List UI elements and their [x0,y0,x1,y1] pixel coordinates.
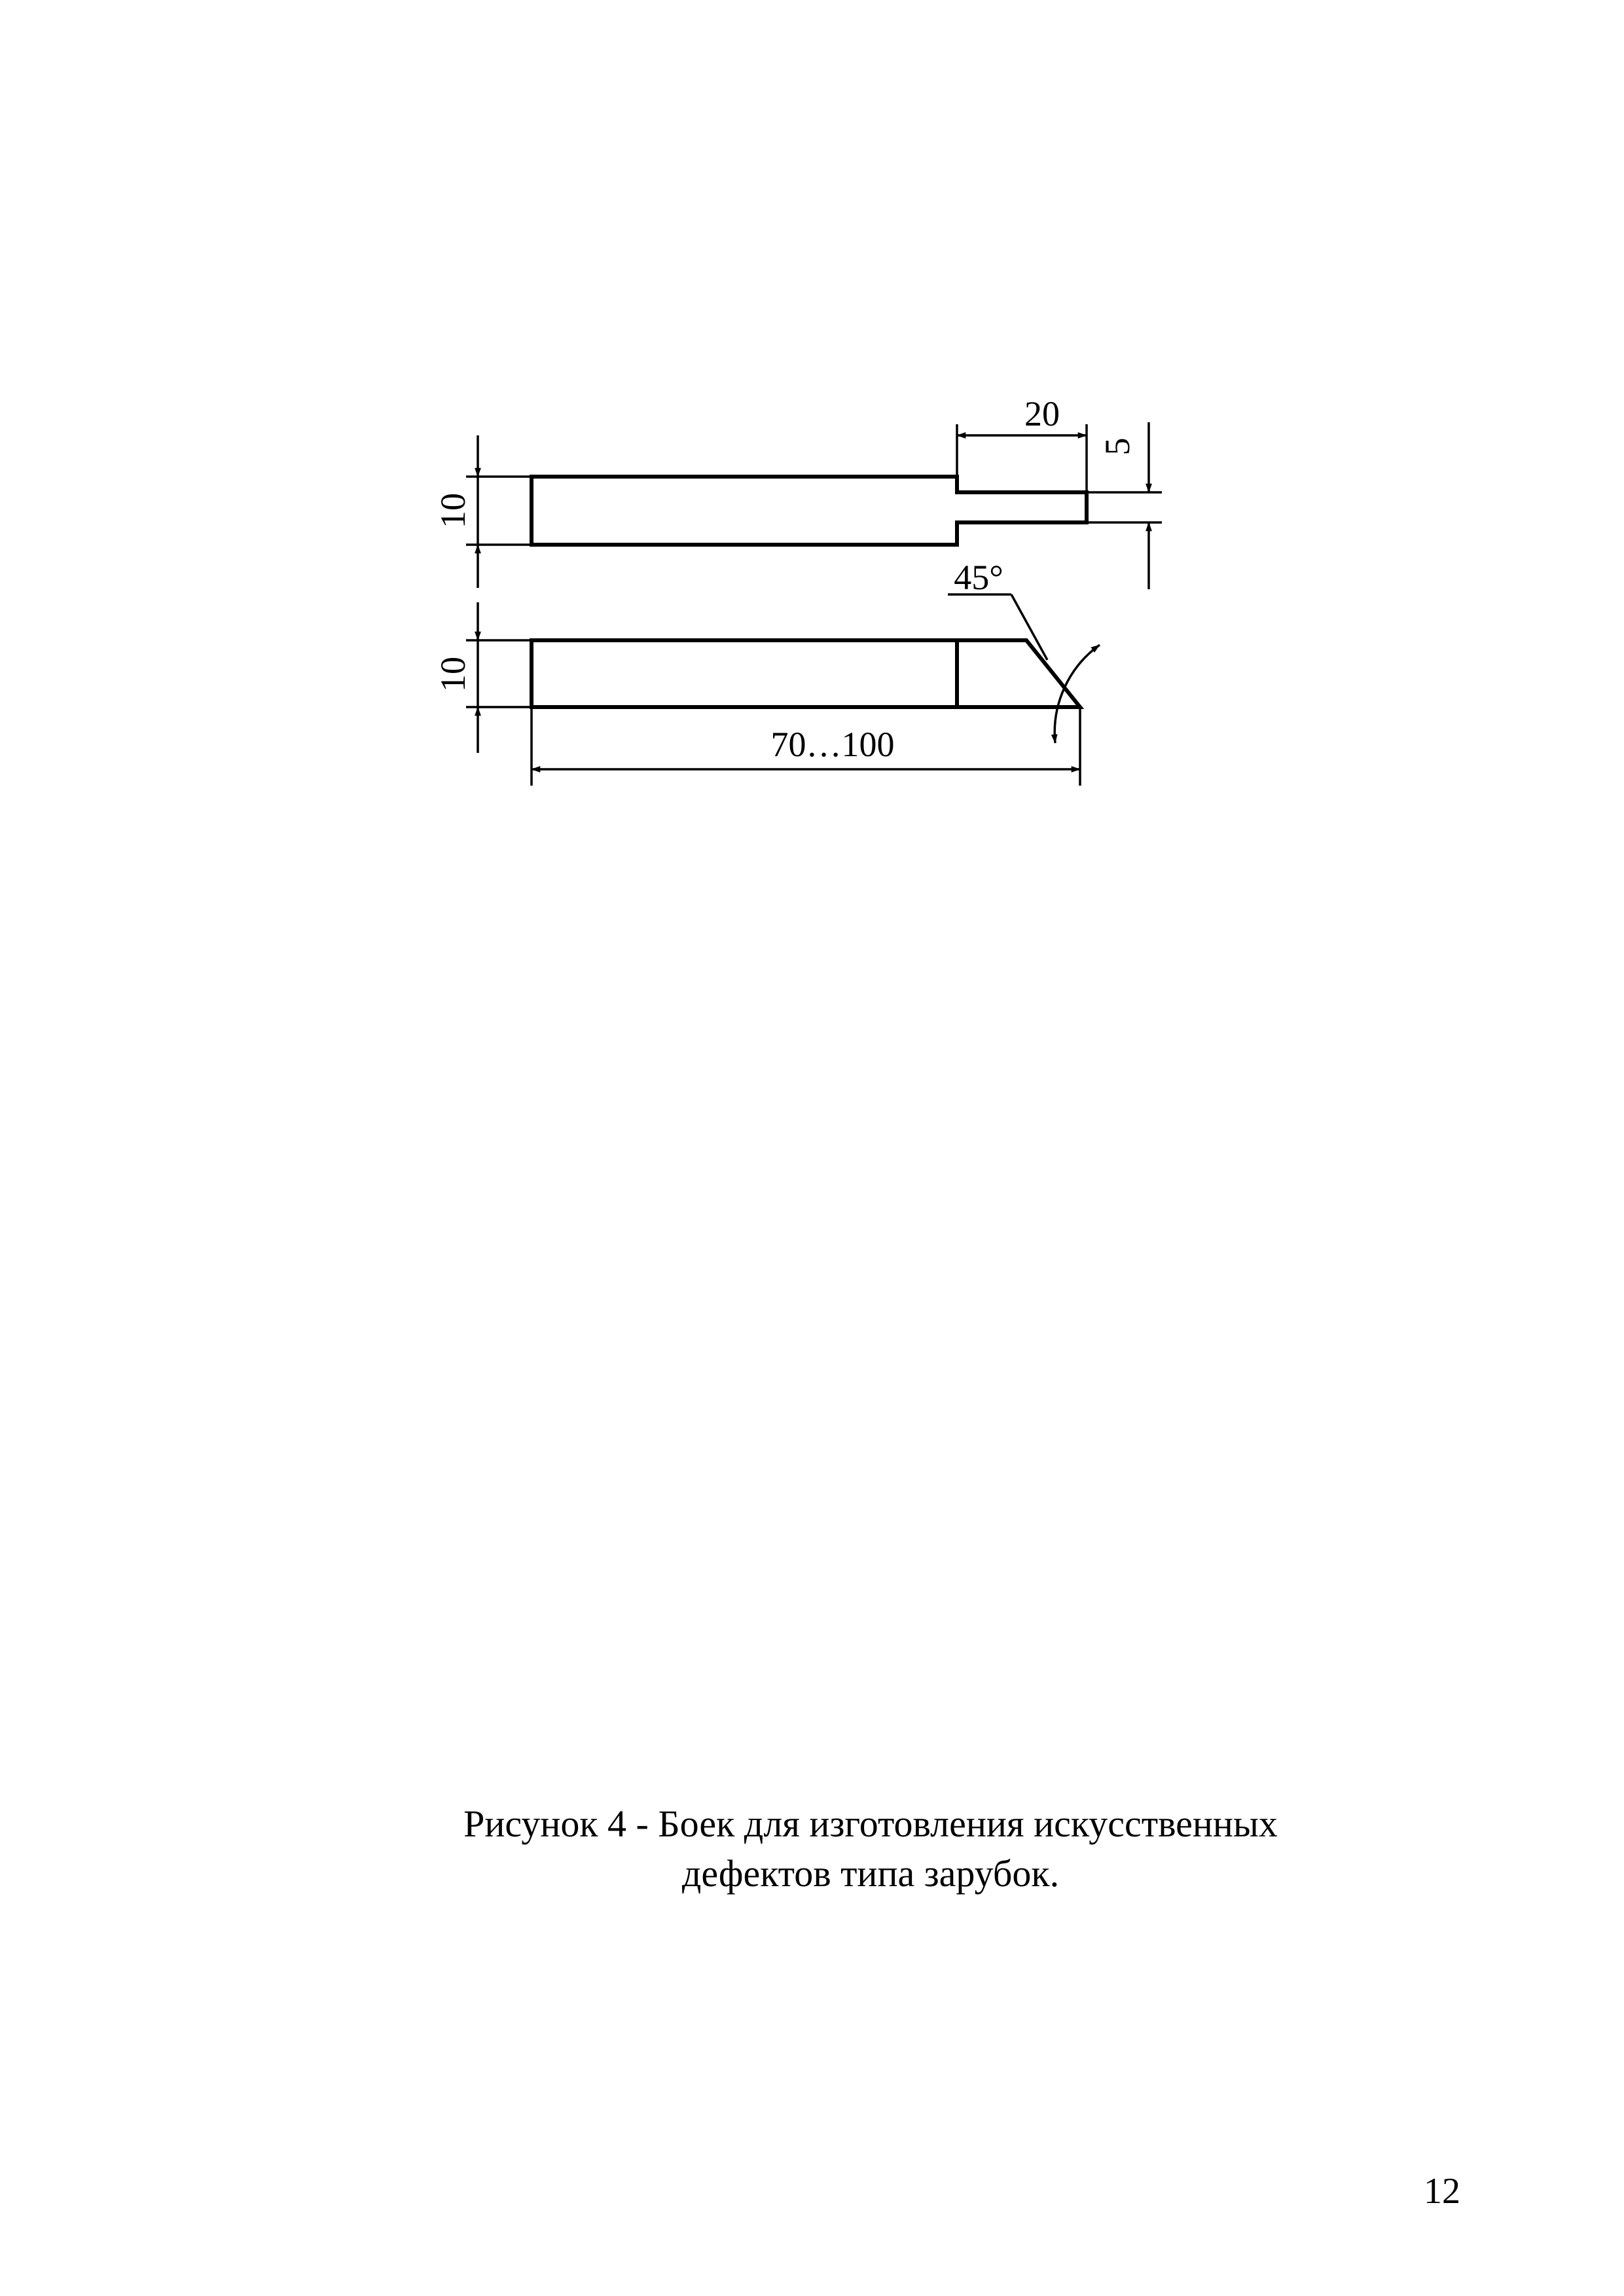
figure-caption-line-2: дефектов типа зарубок. [681,1852,1060,1895]
dimension-label-angle: 45° [954,558,1003,597]
top-view [532,477,1087,545]
dimension-label-step-depth: 5 [1098,437,1137,456]
top-view-outline [532,477,1087,545]
dimension-length [532,707,1080,786]
dimension-height-bottom [433,602,532,753]
bottom-view-outline [532,640,1080,707]
dimension-label-width-top: 20 [1024,394,1060,433]
page-number: 12 [1424,2171,1460,2212]
dimension-height-top [433,435,532,588]
figure-caption [367,1799,1375,1899]
dimension-label-length: 70…100 [770,725,895,764]
dimension-label-height-bottom: 10 [433,657,473,692]
dimension-width-top [957,394,1087,492]
bottom-view [532,640,1080,707]
dimension-label-height-top: 10 [433,493,473,528]
dimension-angle [948,558,1100,743]
figure-caption-line-1: Рисунок 4 - Боек для изготовления искусственных [463,1802,1278,1845]
dimension-step-depth [1087,422,1162,589]
